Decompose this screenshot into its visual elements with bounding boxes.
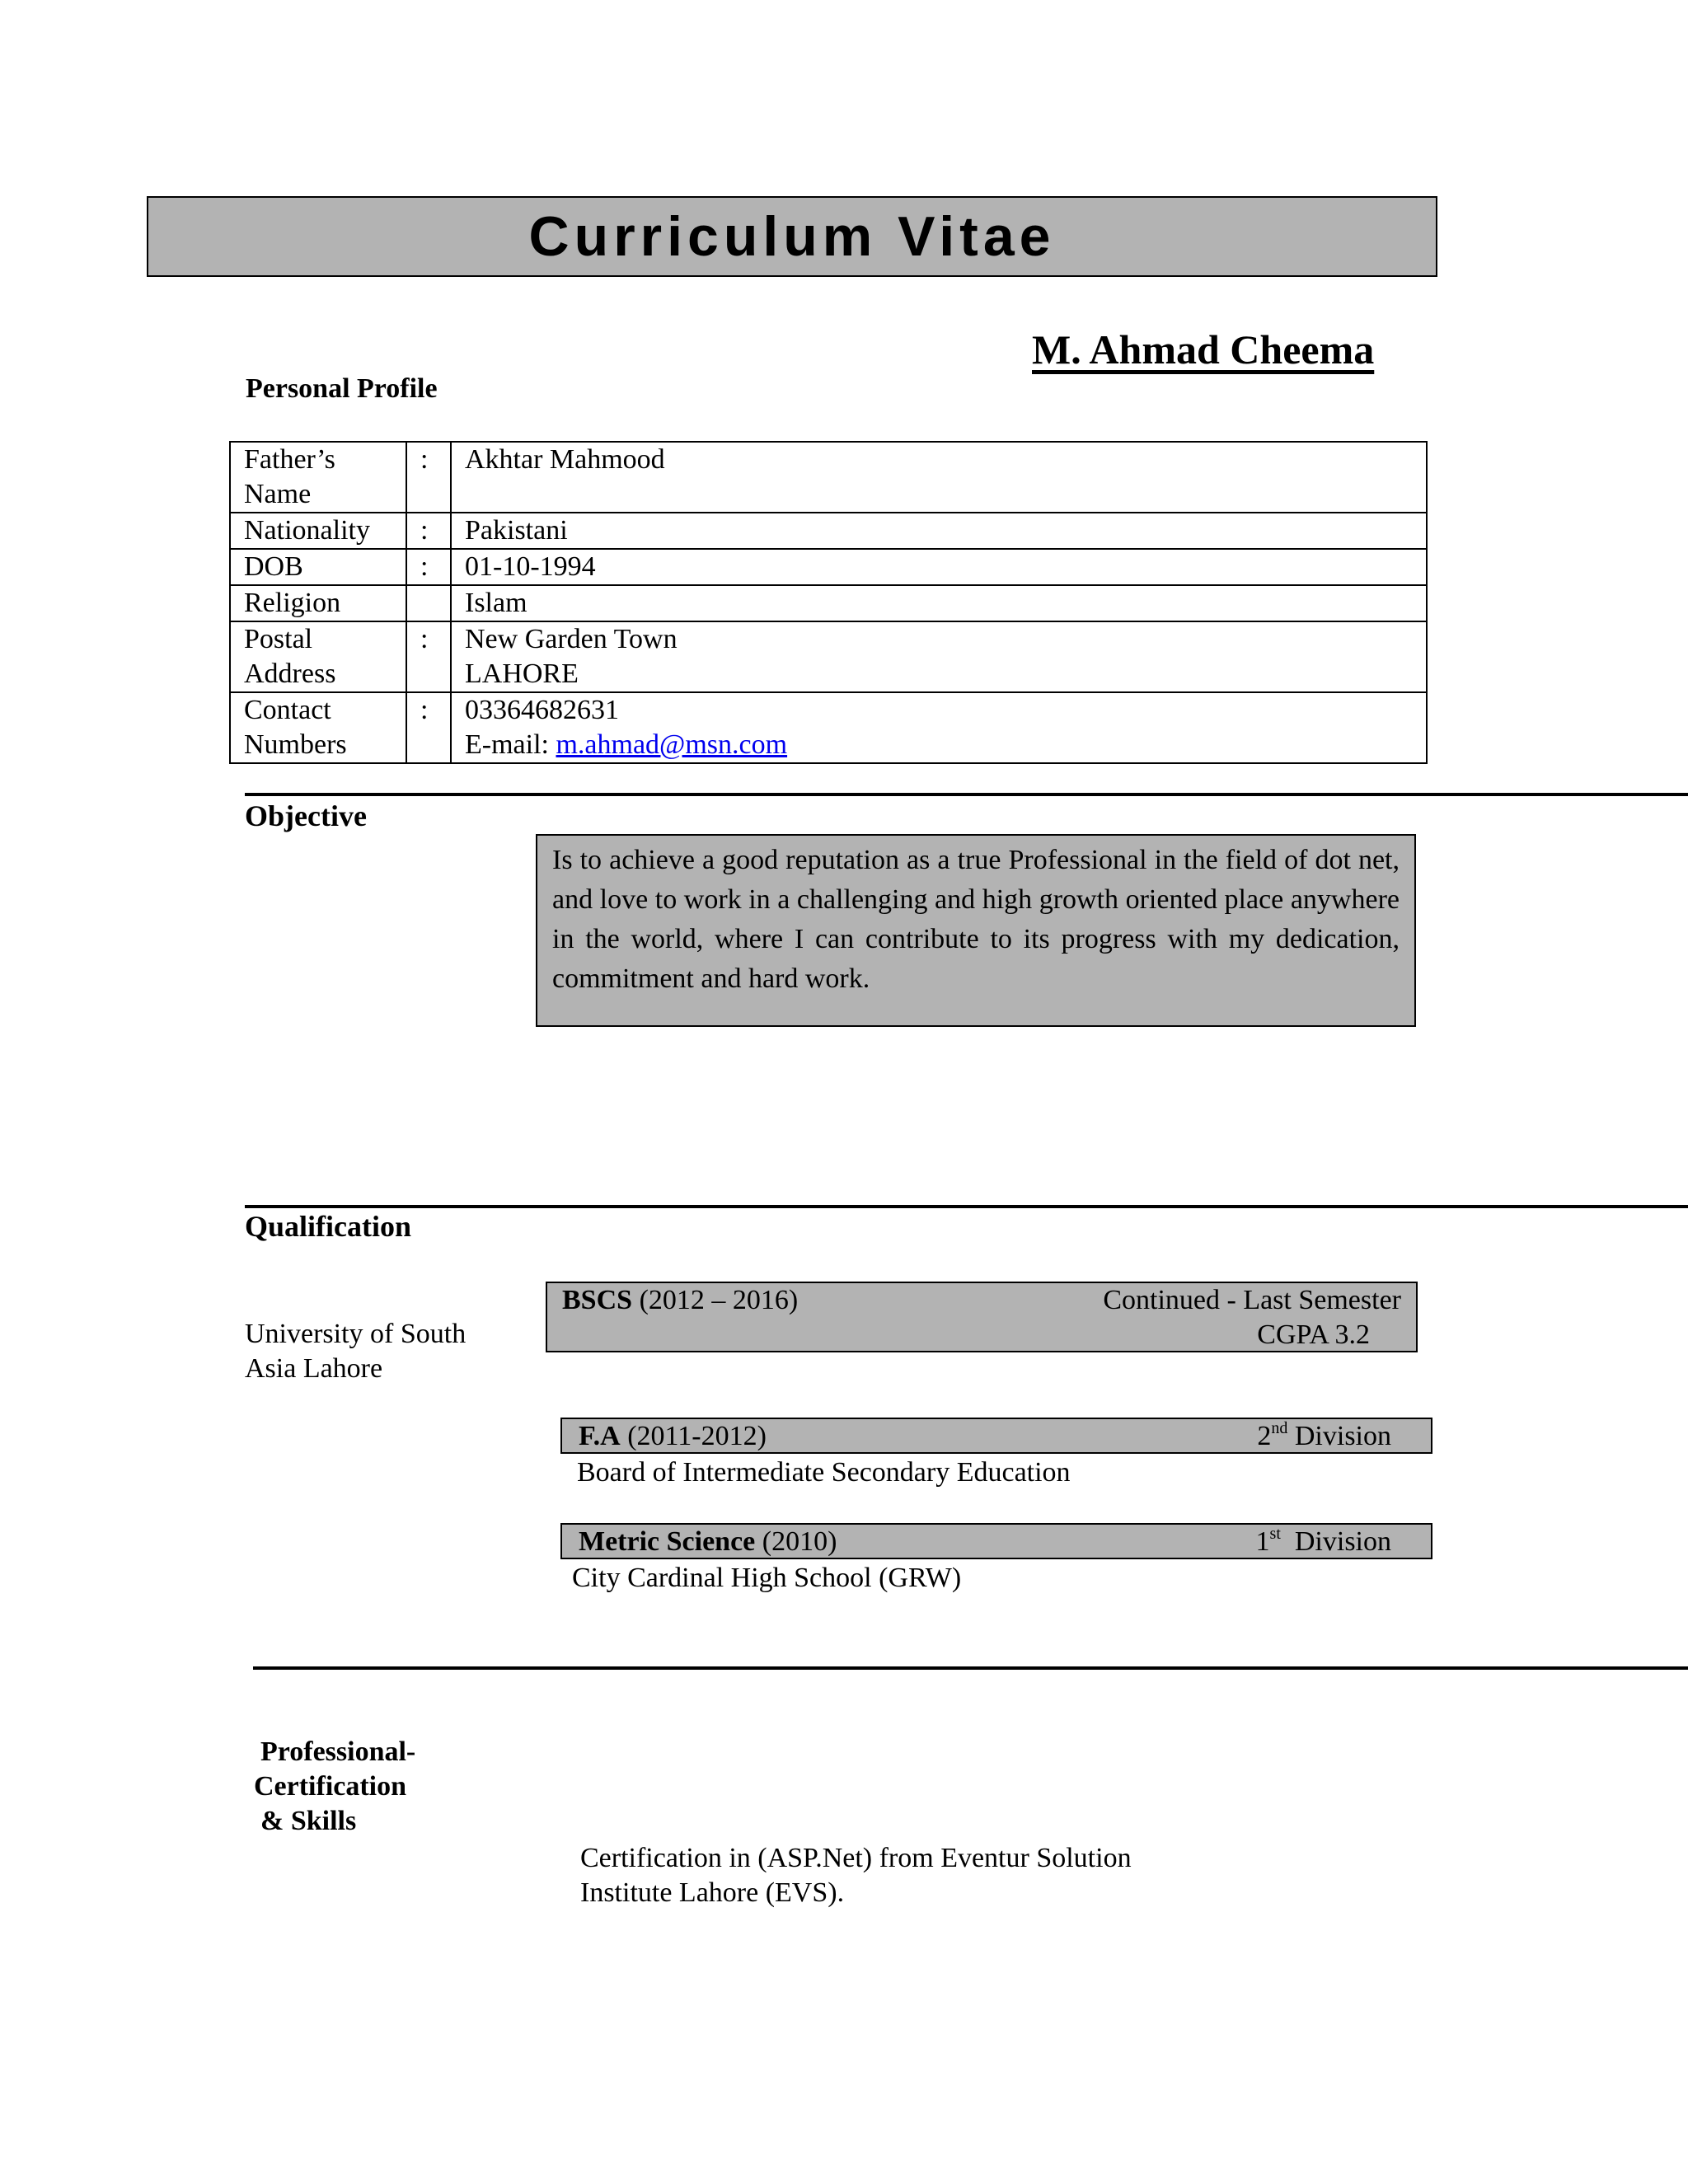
degree-years: (2011-2012) [620,1421,767,1451]
cgpa-text: CGPA 3.2 [1257,1319,1370,1350]
profile-separator: : [406,513,451,549]
table-row [230,621,1427,692]
division-number: 2 [1257,1421,1272,1451]
division-number: 1 [1255,1526,1270,1557]
profile-label: DOB [230,549,406,585]
cert-heading-line: Certification [254,1771,407,1802]
fa-division [1257,1419,1391,1454]
profile-value [451,621,1427,692]
phone-number: 03364682631 [465,695,619,725]
person-name: M. Ahmad Cheema [1032,326,1375,373]
email-link[interactable]: m.ahmad@msn.com [556,729,788,760]
certification-heading [254,1735,416,1839]
profile-separator: : [406,442,451,513]
degree-years: (2010) [755,1526,837,1557]
table-row [230,585,1427,621]
fa-box [560,1418,1432,1454]
objective-heading: Objective [245,799,367,832]
qualification-heading: Qualification [245,1210,412,1243]
profile-value: 01-10-1994 [451,549,1427,585]
profile-value: Akhtar Mahmood [451,442,1427,513]
profile-separator [406,585,451,621]
address-line-1: New Garden Town [465,624,678,654]
profile-label: Religion [230,585,406,621]
email-label: E-mail: [465,729,556,760]
profile-label: Father’s Name [230,442,406,513]
personal-profile-heading: Personal Profile [246,373,438,404]
fa-institute: Board of Intermediate Secondary Education [577,1457,1071,1488]
bscs-box [546,1282,1418,1352]
degree-name: Metric Science [579,1526,756,1557]
division-text: Division [1287,1421,1391,1451]
metric-institute: City Cardinal High School (GRW) [572,1563,962,1593]
document-title: Curriculum Vitae [528,205,1056,268]
certification-text: Certification in (ASP.Net) from Eventur Solution Institute Lahore (EVS). [580,1843,1132,1908]
table-row [230,692,1427,763]
metric-box [560,1523,1432,1559]
profile-separator: : [406,549,451,585]
table-row [230,442,1427,513]
section-divider [245,793,1688,796]
status-text: Continued - Last Semester [1103,1285,1401,1315]
table-row [230,513,1427,549]
division-suffix: nd [1271,1419,1288,1437]
profile-table [229,441,1428,764]
division-suffix: st [1269,1525,1281,1543]
email-line [465,728,1413,762]
profile-value [451,692,1427,763]
section-divider [245,1205,1688,1208]
profile-label: Contact Numbers [230,692,406,763]
cert-heading-line: Professional- [260,1736,416,1767]
title-banner [147,196,1437,277]
fa-title [579,1419,767,1454]
cert-heading-line: & Skills [260,1806,357,1836]
metric-division [1256,1525,1391,1559]
degree-years: (2012 – 2016) [632,1285,799,1315]
profile-value: Islam [451,585,1427,621]
degree-name: BSCS [562,1285,633,1315]
bscs-title [562,1283,798,1318]
table-row [230,549,1427,585]
objective-box [536,834,1416,1027]
profile-label: Nationality [230,513,406,549]
degree-name: F.A [579,1421,621,1451]
metric-title [579,1525,837,1559]
section-divider [253,1666,1688,1670]
university-name: University of South Asia Lahore [245,1319,467,1384]
address-line-2: LAHORE [465,658,579,689]
profile-separator: : [406,692,451,763]
division-text: Division [1280,1526,1391,1557]
profile-value: Pakistani [451,513,1427,549]
bscs-status [1103,1283,1401,1352]
profile-label: Postal Address [230,621,406,692]
profile-separator: : [406,621,451,692]
objective-text: Is to achieve a good reputation as a true Professional in the field of dot net, and love to work in a challenging and high growth oriented place anywhere in the world, where I can contribute to its progress with my dedication, commitment and hard work. [552,845,1400,994]
